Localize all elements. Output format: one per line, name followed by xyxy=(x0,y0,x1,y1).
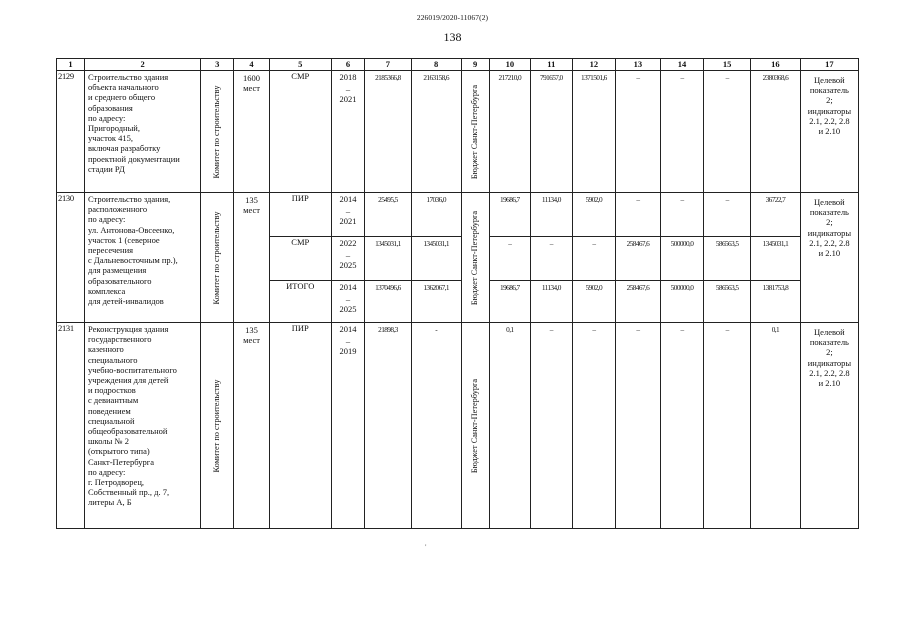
year-line: – xyxy=(345,84,351,95)
value-cell: – xyxy=(704,71,751,193)
object-name-line: Пригородный, xyxy=(88,123,140,134)
value-cell: 0,1 xyxy=(489,323,531,529)
value-cell: 5902,0 xyxy=(572,281,616,323)
year-line: – xyxy=(345,336,351,347)
object-name xyxy=(85,71,201,193)
col-header: 16 xyxy=(750,59,800,71)
indicator-cell xyxy=(800,193,858,323)
years-cell xyxy=(331,193,364,237)
page-mark: , xyxy=(425,541,427,547)
value-cell: 1345031,1 xyxy=(365,237,412,281)
value-cell: 217210,0 xyxy=(489,71,531,193)
object-name-line: ул. Антонова-Овсеенко, xyxy=(88,224,175,235)
value-cell: 1362067,1 xyxy=(411,281,461,323)
committee-label: Комитет по строительству xyxy=(212,211,222,304)
object-name-line: расположенного xyxy=(88,204,148,215)
object-name-line: поведением xyxy=(88,405,131,416)
work-type: СМР xyxy=(269,237,331,281)
col-header: 14 xyxy=(660,59,704,71)
value-cell: – xyxy=(704,323,751,529)
object-name-line: учреждения для детей xyxy=(88,375,169,386)
value-cell: 11134,0 xyxy=(531,281,573,323)
indicator-cell xyxy=(800,71,858,193)
value-cell: – xyxy=(704,193,751,237)
indicator-line: и 2.10 xyxy=(818,126,841,137)
object-name-line: участок 415, xyxy=(88,133,134,144)
budget-cell xyxy=(461,193,489,323)
table-row xyxy=(57,323,859,529)
object-name-line: г. Петродворец, xyxy=(88,477,144,488)
object-name-line: для размещения xyxy=(88,265,147,276)
value-cell: 1371501,6 xyxy=(572,71,616,193)
document-number: 226019/2020-11067(2) xyxy=(416,13,489,22)
value-cell: – xyxy=(616,71,661,193)
value-cell: – xyxy=(531,323,573,529)
col-header: 5 xyxy=(269,59,331,71)
col-header: 6 xyxy=(331,59,364,71)
year-line: 2022 xyxy=(339,238,357,248)
years-cell xyxy=(331,71,364,193)
indicator-line: 2.1, 2.2, 2.8 xyxy=(809,237,850,248)
budget-label: Бюджет Санкт-Петербурга xyxy=(469,210,479,305)
value-cell: 0,1 xyxy=(750,323,800,529)
object-name-line: Собственный пр., д. 7, xyxy=(88,487,170,498)
year-line: 2021 xyxy=(339,216,357,227)
year-line: 2018 xyxy=(339,72,357,82)
object-name-line: пересечения xyxy=(88,245,134,256)
indicator-line: 2.1, 2.2, 2.8 xyxy=(809,115,850,126)
indicator-line: 2; xyxy=(826,95,833,106)
object-name-line: по адресу: xyxy=(88,112,126,123)
indicator-line: 2.1, 2.2, 2.8 xyxy=(809,367,850,378)
capacity-line: 135 xyxy=(245,325,258,335)
object-name-line: и подростков xyxy=(88,385,136,396)
value-cell: 19686,7 xyxy=(489,193,531,237)
col-header: 4 xyxy=(234,59,269,71)
indicator-line: Целевой xyxy=(814,75,845,85)
object-name-line: комплекса xyxy=(88,285,126,296)
object-name-line: включая разработку xyxy=(88,143,161,154)
year-line: 2025 xyxy=(339,260,357,271)
value-cell: 586563,5 xyxy=(704,281,751,323)
header-row xyxy=(57,59,859,71)
page-number: 138 xyxy=(443,30,462,44)
committee-label: Комитет по строительству xyxy=(212,379,222,472)
capacity-cell xyxy=(234,71,269,193)
col-header: 3 xyxy=(201,59,234,71)
table-row xyxy=(57,193,859,237)
indicator-line: Целевой xyxy=(814,197,845,207)
object-name-line: (открытого типа) xyxy=(88,446,150,457)
value-cell: – xyxy=(660,193,704,237)
col-header: 7 xyxy=(365,59,412,71)
value-cell: 258467,6 xyxy=(616,237,661,281)
object-name-line: образования xyxy=(88,102,133,113)
object-name-line: казенного xyxy=(88,344,124,355)
year-line: – xyxy=(345,250,351,261)
indicator-line: и 2.10 xyxy=(818,248,841,259)
year-line: 2025 xyxy=(339,304,357,315)
object-name-line: литеры А, Б xyxy=(88,497,132,508)
col-header: 12 xyxy=(572,59,616,71)
object-name-line: Строительство здания xyxy=(88,72,169,82)
object-name-line: по адресу: xyxy=(88,466,126,477)
committee-label: Комитет по строительству xyxy=(212,85,222,178)
value-cell: – xyxy=(572,237,616,281)
row-number: 2129 xyxy=(57,71,85,193)
object-name-line: проектной документации xyxy=(88,153,180,164)
table-row xyxy=(57,71,859,193)
indicator-line: и 2.10 xyxy=(818,378,841,389)
capacity-line: 1600 xyxy=(243,73,260,83)
object-name-line: с девиантным xyxy=(88,395,139,406)
value-cell: 5902,0 xyxy=(572,193,616,237)
object-name-line: для детей-инвалидов xyxy=(88,296,164,307)
value-cell: 1370496,6 xyxy=(365,281,412,323)
value-cell: 19686,7 xyxy=(489,281,531,323)
budget-label: Бюджет Санкт-Петербурга xyxy=(469,378,479,473)
object-name-line: образовательного xyxy=(88,275,152,286)
indicator-line: индикаторы xyxy=(807,227,852,238)
value-cell: – xyxy=(616,323,661,529)
value-cell: 36722,7 xyxy=(750,193,800,237)
value-cell: 2163158,6 xyxy=(411,71,461,193)
year-line: 2014 xyxy=(339,282,357,292)
value-cell: 11134,0 xyxy=(531,193,573,237)
years-cell xyxy=(331,237,364,281)
col-header: 17 xyxy=(800,59,858,71)
value-cell: – xyxy=(572,323,616,529)
col-header: 9 xyxy=(461,59,489,71)
value-cell: 1345031,1 xyxy=(750,237,800,281)
object-name-line: с Дальневосточным пр.), xyxy=(88,255,178,266)
indicator-line: индикаторы xyxy=(807,105,852,116)
value-cell: 500000,0 xyxy=(660,237,704,281)
capacity-line: мест xyxy=(243,205,260,216)
indicator-line: индикаторы xyxy=(807,357,852,368)
indicator-line: показатель xyxy=(809,207,849,218)
value-cell: 21898,3 xyxy=(365,323,412,529)
object-name-line: учебно-воспитательного xyxy=(88,364,177,375)
capacity-cell xyxy=(234,323,269,529)
value-cell: – xyxy=(616,193,661,237)
budget-cell xyxy=(461,71,489,193)
object-name-line: и среднего общего xyxy=(88,92,156,103)
work-type: ПИР xyxy=(269,193,331,237)
object-name-line: участок 1 (северное xyxy=(88,234,160,245)
budget-label: Бюджет Санкт-Петербурга xyxy=(469,84,479,179)
committee-cell xyxy=(201,71,234,193)
capacity-line: 135 xyxy=(245,195,258,205)
value-cell: - xyxy=(411,323,461,529)
col-header: 2 xyxy=(85,59,201,71)
capacity-line: мест xyxy=(243,83,260,94)
value-cell: – xyxy=(489,237,531,281)
value-cell: – xyxy=(660,323,704,529)
committee-cell xyxy=(201,323,234,529)
indicator-line: 2; xyxy=(826,347,833,358)
object-name-line: стадии РД xyxy=(88,163,125,174)
capacity-cell xyxy=(234,193,269,323)
object-name-line: государственного xyxy=(88,334,152,345)
object-name-line: Строительство здания, xyxy=(88,194,171,204)
value-cell: 791657,0 xyxy=(531,71,573,193)
value-cell: 17036,0 xyxy=(411,193,461,237)
year-line: 2014 xyxy=(339,194,357,204)
indicator-line: показатель xyxy=(809,85,849,96)
row-number: 2130 xyxy=(57,193,85,323)
value-cell: 1381753,8 xyxy=(750,281,800,323)
value-cell: 500000,0 xyxy=(660,281,704,323)
indicator-line: 2; xyxy=(826,217,833,228)
object-name-line: объекта начального xyxy=(88,82,159,93)
col-header: 13 xyxy=(616,59,661,71)
work-type: ИТОГО xyxy=(269,281,331,323)
indicator-cell xyxy=(800,323,858,529)
col-header: 11 xyxy=(531,59,573,71)
value-cell: 25495,5 xyxy=(365,193,412,237)
object-name-line: специальной xyxy=(88,415,135,426)
object-name-line: специального xyxy=(88,354,138,365)
work-type: СМР xyxy=(269,71,331,193)
years-cell xyxy=(331,281,364,323)
value-cell: 2185366,8 xyxy=(365,71,412,193)
object-name-line: по адресу: xyxy=(88,214,126,225)
object-name-line: общеобразовательной xyxy=(88,426,168,437)
year-line: 2021 xyxy=(339,94,357,105)
object-name xyxy=(85,193,201,323)
indicator-line: Целевой xyxy=(814,327,845,337)
year-line: 2019 xyxy=(339,346,357,357)
value-cell: – xyxy=(531,237,573,281)
col-header: 8 xyxy=(411,59,461,71)
year-line: 2014 xyxy=(339,324,357,334)
budget-cell xyxy=(461,323,489,529)
year-line: – xyxy=(345,294,351,305)
object-name xyxy=(85,323,201,529)
value-cell: 258467,6 xyxy=(616,281,661,323)
capacity-line: мест xyxy=(243,335,260,346)
program-table xyxy=(56,58,859,529)
col-header: 15 xyxy=(704,59,751,71)
object-name-line: Реконструкция здания xyxy=(88,324,169,334)
year-line: – xyxy=(345,206,351,217)
years-cell xyxy=(331,323,364,529)
value-cell: 1345031,1 xyxy=(411,237,461,281)
work-type: ПИР xyxy=(269,323,331,529)
object-name-line: Санкт-Петербурга xyxy=(88,456,154,467)
value-cell: 586563,5 xyxy=(704,237,751,281)
col-header: 10 xyxy=(489,59,531,71)
value-cell: – xyxy=(660,71,704,193)
row-number: 2131 xyxy=(57,323,85,529)
indicator-line: показатель xyxy=(809,337,849,348)
committee-cell xyxy=(201,193,234,323)
object-name-line: школы № 2 xyxy=(88,436,129,447)
col-header: 1 xyxy=(57,59,85,71)
value-cell: 2380368,6 xyxy=(750,71,800,193)
